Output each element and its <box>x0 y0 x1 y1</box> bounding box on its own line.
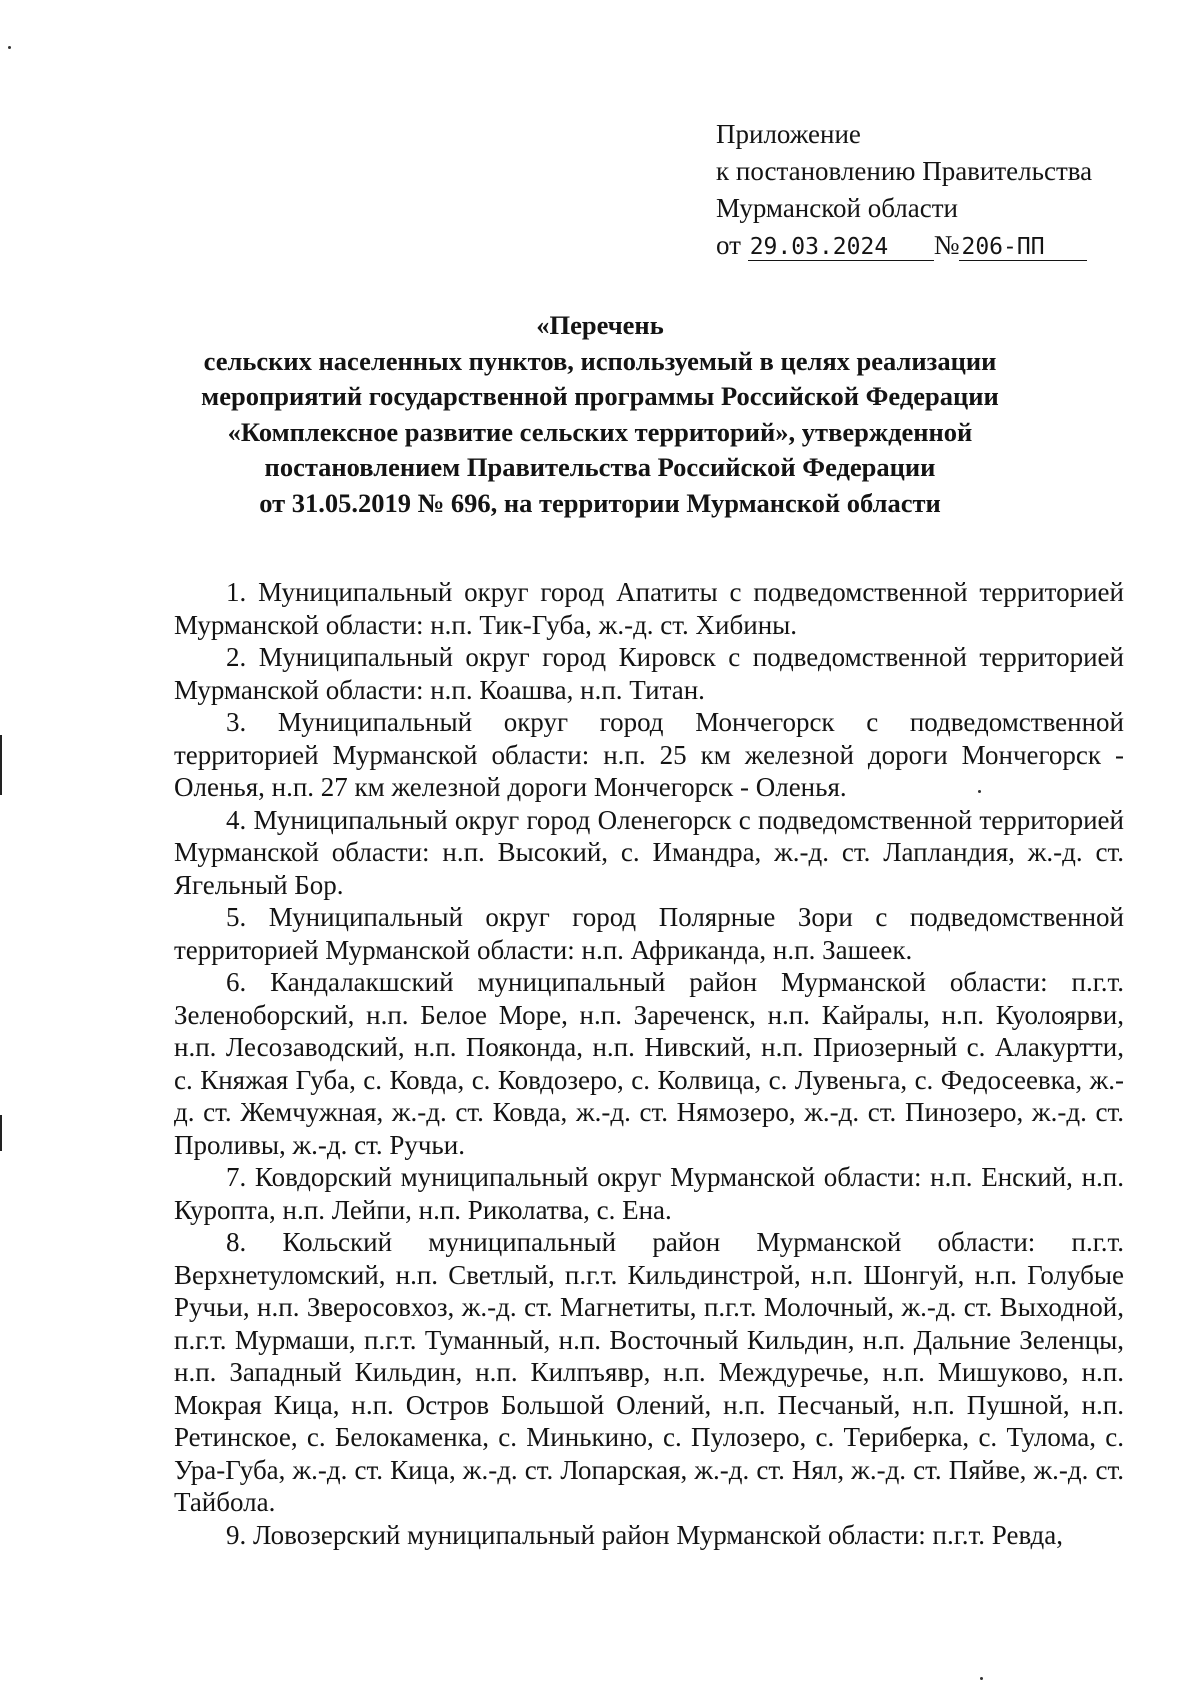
approval-number: 206-ПП <box>961 234 1045 260</box>
title-line: мероприятий государственной программы Российской Федерации <box>201 381 999 411</box>
approval-date: 29.03.2024 <box>749 234 889 260</box>
list-item: 8. Кольский муниципальный район Мурманской области: п.г.т. Верхнетуломский, н.п. Светлый, п.г.т. Кильдинстрой, н.п. Шонгуй, н.п. Голубые Ручьи, н.п. Зверосовхоз, ж.-д. ст. Магнетиты, п.г.т. Молочный, ж.-д. ст. Выходной, п.г.т. Мурмаши, п.г.т. Туманный, н.п. Восточный Кильдин, н.п. Дальние Зеленцы, н.п. Западный Кильдин, н.п. Килпъявр, н.п. Междуречье, н.п. Мишуково, н.п. Мокрая Кица, н.п. Остров Большой Олений, н.п. Песчаный, н.п. Пушной, н.п. Ретинское, с. Белокаменка, с. Минькино, с. Пулозеро, с. Териберка, с. Тулома, с. Ура-Губа, ж.-д. ст. Кица, ж.-д. ст. Лопарская, ж.-д. ст. Нял, ж.-д. ст. Пяйве, ж.-д. ст. Тайбола. <box>174 1227 1124 1517</box>
scan-speck <box>980 1677 983 1680</box>
approval-block <box>716 116 1092 264</box>
approval-line: Мурманской области <box>716 193 958 223</box>
number-label: № <box>933 230 960 260</box>
approval-date-field <box>748 232 934 261</box>
list-item: 2. Муниципальный округ город Кировск с подведомственной территорией Мурманской области: н.п. Коашва, н.п. Титан. <box>174 642 1124 705</box>
settlement-list <box>174 576 1124 1551</box>
list-item: 3. Муниципальный округ город Мончегорск с подведомственной территорией Мурманской области: н.п. 25 км железной дороги Мончегорск - Оленья, н.п. 27 км железной дороги Мончегорск - Оленья. <box>174 707 1124 802</box>
document-title <box>150 308 1050 521</box>
approval-date-number-line <box>716 227 1092 264</box>
list-item: 9. Ловозерский муниципальный район Мурманской области: п.г.т. Ревда, <box>226 1519 1063 1550</box>
scan-speck <box>8 46 11 49</box>
from-label: от <box>716 230 741 260</box>
list-item: 6. Кандалакшский муниципальный район Мурманской области: п.г.т. Зеленоборский, н.п. Белое Море, н.п. Зареченск, н.п. Кайралы, н.п. Куолоярви, н.п. Лесозаводский, н.п. Пояконда, н.п. Нивский, н.п. Приозерный с. Алакуртти, с. Княжая Губа, с. Ковда, с. Ковдозеро, с. Колвица, с. Лувеньга, с. Федосеевка, ж.-д. ст. Жемчужная, ж.-д. ст. Ковда, ж.-д. ст. Нямозеро, ж.-д. ст. Пинозеро, ж.-д. ст. Проливы, ж.-д. ст. Ручьи. <box>174 967 1124 1160</box>
scan-edge-mark <box>0 735 2 795</box>
list-item: 4. Муниципальный округ город Оленегорск с подведомственной территорией Мурманской области: н.п. Высокий, с. Имандра, ж.-д. ст. Лапландия, ж.-д. ст. Ягельный Бор. <box>174 804 1124 900</box>
title-line: «Перечень <box>536 310 664 340</box>
list-item: 5. Муниципальный округ город Полярные Зори с подведомственной территорией Мурманской области: н.п. Африканда, н.п. Зашеек. <box>174 902 1124 965</box>
title-line: «Комплексное развитие сельских территорий», утвержденной <box>227 416 973 447</box>
approval-line: к постановлению Правительства <box>716 156 1093 186</box>
list-item: 1. Муниципальный округ город Апатиты с подведомственной территорией Мурманской области: н.п. Тик-Губа, ж.-д. ст. Хибины. <box>174 577 1124 640</box>
approval-line: Приложение <box>716 119 861 149</box>
title-line: сельских населенных пунктов, используемый в целях реализации <box>203 345 997 376</box>
scan-edge-mark <box>0 1115 2 1151</box>
title-line: от 31.05.2019 № 696, на территории Мурманской области <box>259 487 941 518</box>
approval-number-field <box>959 232 1087 261</box>
title-line: постановлением Правительства Российской Федерации <box>264 452 936 482</box>
list-item: 7. Ковдорский муниципальный округ Мурманской области: н.п. Енский, н.п. Куропта, н.п. Лейпи, н.п. Риколатва, с. Ена. <box>174 1162 1124 1225</box>
